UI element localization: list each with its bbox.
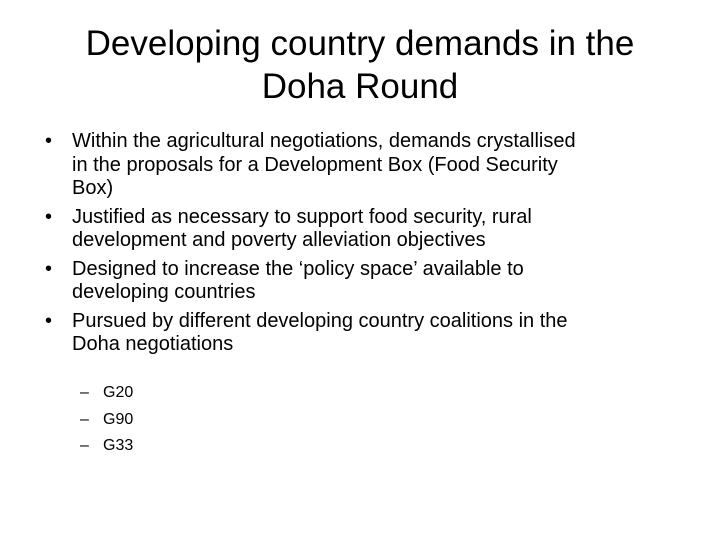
bullet-text-line: developing countries (72, 281, 256, 303)
bullet-text-line: Designed to increase the ‘policy space’ available to (72, 257, 524, 280)
sub-bullet-marker: – (80, 437, 89, 454)
slide-title-line: Doha Round (261, 67, 459, 106)
slide-title (36, 22, 684, 108)
bullet-text-line: Pursued by different developing country coalitions in the (72, 309, 568, 332)
bullet-text-line: Doha negotiations (72, 333, 234, 355)
bullet-text-line: Box) (72, 177, 114, 199)
bullet-text-line: in the proposals for a Development Box (Food Security (72, 153, 558, 176)
bullet-text-line: Within the agricultural negotiations, demands crystallised (72, 130, 576, 152)
sub-bullet-marker: – (80, 410, 89, 428)
bullet-list (45, 130, 695, 362)
sub-bullet-item (80, 411, 133, 429)
bullet-marker: • (45, 205, 53, 228)
sub-bullet-marker: – (80, 384, 89, 401)
sub-bullet-text: G90 (103, 410, 134, 428)
bullet-marker: • (45, 309, 53, 332)
bullet-marker: • (45, 130, 53, 152)
bullet-item (45, 130, 695, 201)
bullet-text-line: development and poverty alleviation objectives (72, 229, 486, 251)
bullet-item (45, 310, 695, 357)
sub-bullet-text: G33 (103, 437, 134, 454)
bullet-text-line: Justified as necessary to support food security, rural (72, 205, 532, 228)
sub-bullet-item (80, 384, 133, 402)
slide-title-line: Developing country demands in the (85, 24, 635, 63)
bullet-item (45, 258, 695, 305)
sub-bullet-item (80, 437, 133, 455)
sub-bullet-text: G20 (103, 384, 134, 401)
bullet-item (45, 206, 695, 253)
sub-bullet-list (80, 384, 133, 464)
bullet-marker: • (45, 257, 53, 280)
